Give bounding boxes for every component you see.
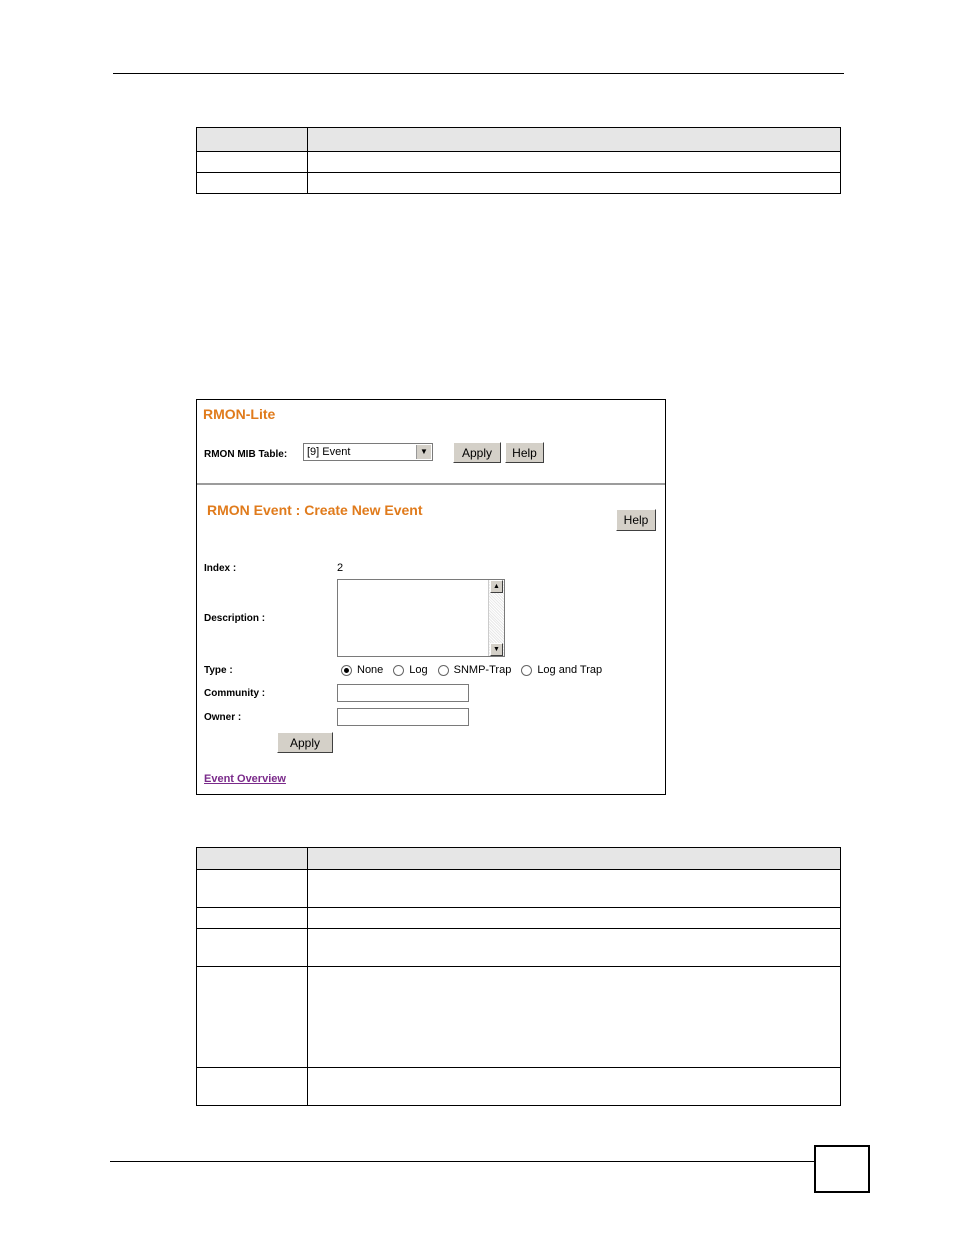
owner-label: Owner : [204, 712, 242, 723]
type-radio-none[interactable]: None [341, 664, 383, 676]
table-row [197, 870, 841, 908]
type-label: Type : [204, 665, 233, 676]
section-divider [197, 483, 665, 485]
apply-button[interactable]: Apply [453, 442, 501, 463]
apply-event-button[interactable]: Apply [277, 732, 333, 753]
radio-icon[interactable] [393, 665, 404, 676]
type-radio-log[interactable]: Log [393, 664, 427, 676]
help-button[interactable]: Help [505, 442, 544, 463]
radio-icon[interactable] [521, 665, 532, 676]
top-table [196, 127, 841, 194]
radio-icon[interactable] [438, 665, 449, 676]
help-button-secondary[interactable]: Help [616, 509, 656, 531]
rmon-event-screen [196, 399, 666, 795]
index-value: 2 [337, 562, 344, 574]
owner-input[interactable] [337, 708, 469, 726]
table-row [197, 929, 841, 967]
table-row [197, 1068, 841, 1106]
page-title: RMON Event : Create New Event [207, 502, 423, 518]
table-row [197, 967, 841, 1068]
type-radio-group [341, 664, 612, 676]
radio-checked-icon[interactable] [341, 665, 352, 676]
index-label: Index : [204, 563, 237, 574]
scroll-up-icon[interactable]: ▲ [490, 580, 503, 593]
scroll-down-icon[interactable]: ▼ [490, 643, 503, 656]
event-overview-link[interactable]: Event Overview [204, 773, 286, 785]
chevron-down-icon[interactable]: ▼ [416, 445, 431, 459]
screen-title: RMON-Lite [203, 406, 276, 422]
community-label: Community : [204, 688, 266, 699]
footer-rule [110, 1161, 814, 1162]
mib-table-label: RMON MIB Table: [204, 449, 288, 460]
header-rule [113, 73, 844, 74]
type-radio-snmp-trap[interactable]: SNMP-Trap [438, 664, 512, 676]
table-header-row [197, 848, 841, 870]
table-header-row [197, 128, 841, 152]
table-row [197, 908, 841, 929]
bottom-table [196, 847, 841, 1106]
scrollbar[interactable] [488, 580, 504, 656]
table-row [197, 152, 841, 173]
mib-table-select[interactable] [303, 443, 433, 461]
type-radio-log-and-trap[interactable]: Log and Trap [521, 664, 602, 676]
description-textarea[interactable] [337, 579, 505, 657]
mib-table-selected: [9] Event [307, 446, 351, 458]
description-label: Description : [204, 613, 266, 624]
community-input[interactable] [337, 684, 469, 702]
table-row [197, 173, 841, 194]
page-number-box [814, 1145, 870, 1193]
